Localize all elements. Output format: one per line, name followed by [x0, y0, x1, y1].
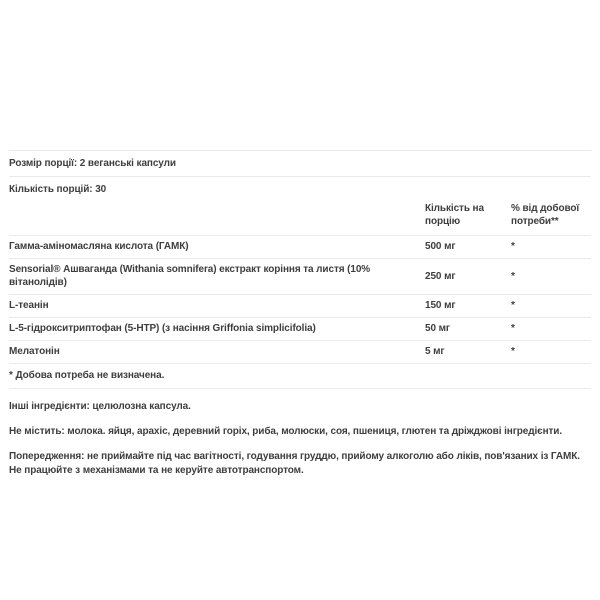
ingredient-name: L-теанін	[9, 300, 49, 311]
ingredient-amount: 250 мг	[425, 270, 456, 282]
ingredient-name: Мелатонін	[9, 346, 60, 357]
ingredient-name: Гамма-аміномасляна кислота (ГАМК)	[9, 241, 189, 252]
servings-per-container-row	[9, 177, 591, 198]
ingredient-row	[9, 235, 591, 258]
ingredient-amount: 50 мг	[425, 323, 450, 334]
other-ingredients-paragraph: Інші інгредієнти: целюлозна капсула.	[9, 401, 191, 412]
ingredient-row	[9, 340, 591, 363]
ingredient-name: Sensorial® Ашваганда (Withania somnifera) екстракт коріння та листя (10% вітанолідів)	[9, 264, 371, 288]
ingredient-amount: 5 мг	[425, 346, 445, 357]
ingredient-daily-value: *	[511, 346, 515, 357]
ingredient-daily-value: *	[511, 323, 515, 334]
daily-value-footnote	[9, 363, 591, 389]
ingredient-daily-value: *	[511, 270, 515, 282]
ingredient-daily-value: *	[511, 241, 515, 252]
ingredient-amount: 150 мг	[425, 300, 456, 311]
table-header-row	[9, 198, 591, 235]
serving-size-text: Розмір порції: 2 веганські капсули	[9, 158, 176, 169]
does-not-contain-paragraph: Не містить: молока. яйця, арахіс, деревний горіх, риба, молюски, соя, пшениця, глютен та дріжджові інгредієнти.	[9, 426, 563, 437]
ingredient-row	[9, 258, 591, 294]
ingredient-amount: 500 мг	[425, 241, 456, 252]
ingredient-row	[9, 317, 591, 340]
header-percent-daily-value: % від добової потреби**	[511, 203, 580, 227]
ingredient-daily-value: *	[511, 300, 515, 311]
supplement-facts-panel	[0, 150, 600, 478]
servings-per-container-text: Кількість порцій: 30	[9, 184, 107, 195]
footnote-text: * Добова потреба не визначена.	[9, 370, 165, 381]
warning-paragraph: Попередження: не приймайте під час вагітності, годування груддю, прийому алкоголю або ліків, пов'язаних із ГАМК. Не працюйте з механізмами та не керуйте автотранспортом.	[9, 451, 580, 476]
ingredient-name: L-5-гідрокситриптофан (5-HTP) (з насіння Griffonia simplicifolia)	[9, 323, 316, 334]
header-amount-per-serving: Кількість на порцію	[425, 203, 484, 227]
ingredient-row	[9, 294, 591, 317]
serving-size-row	[9, 150, 591, 177]
